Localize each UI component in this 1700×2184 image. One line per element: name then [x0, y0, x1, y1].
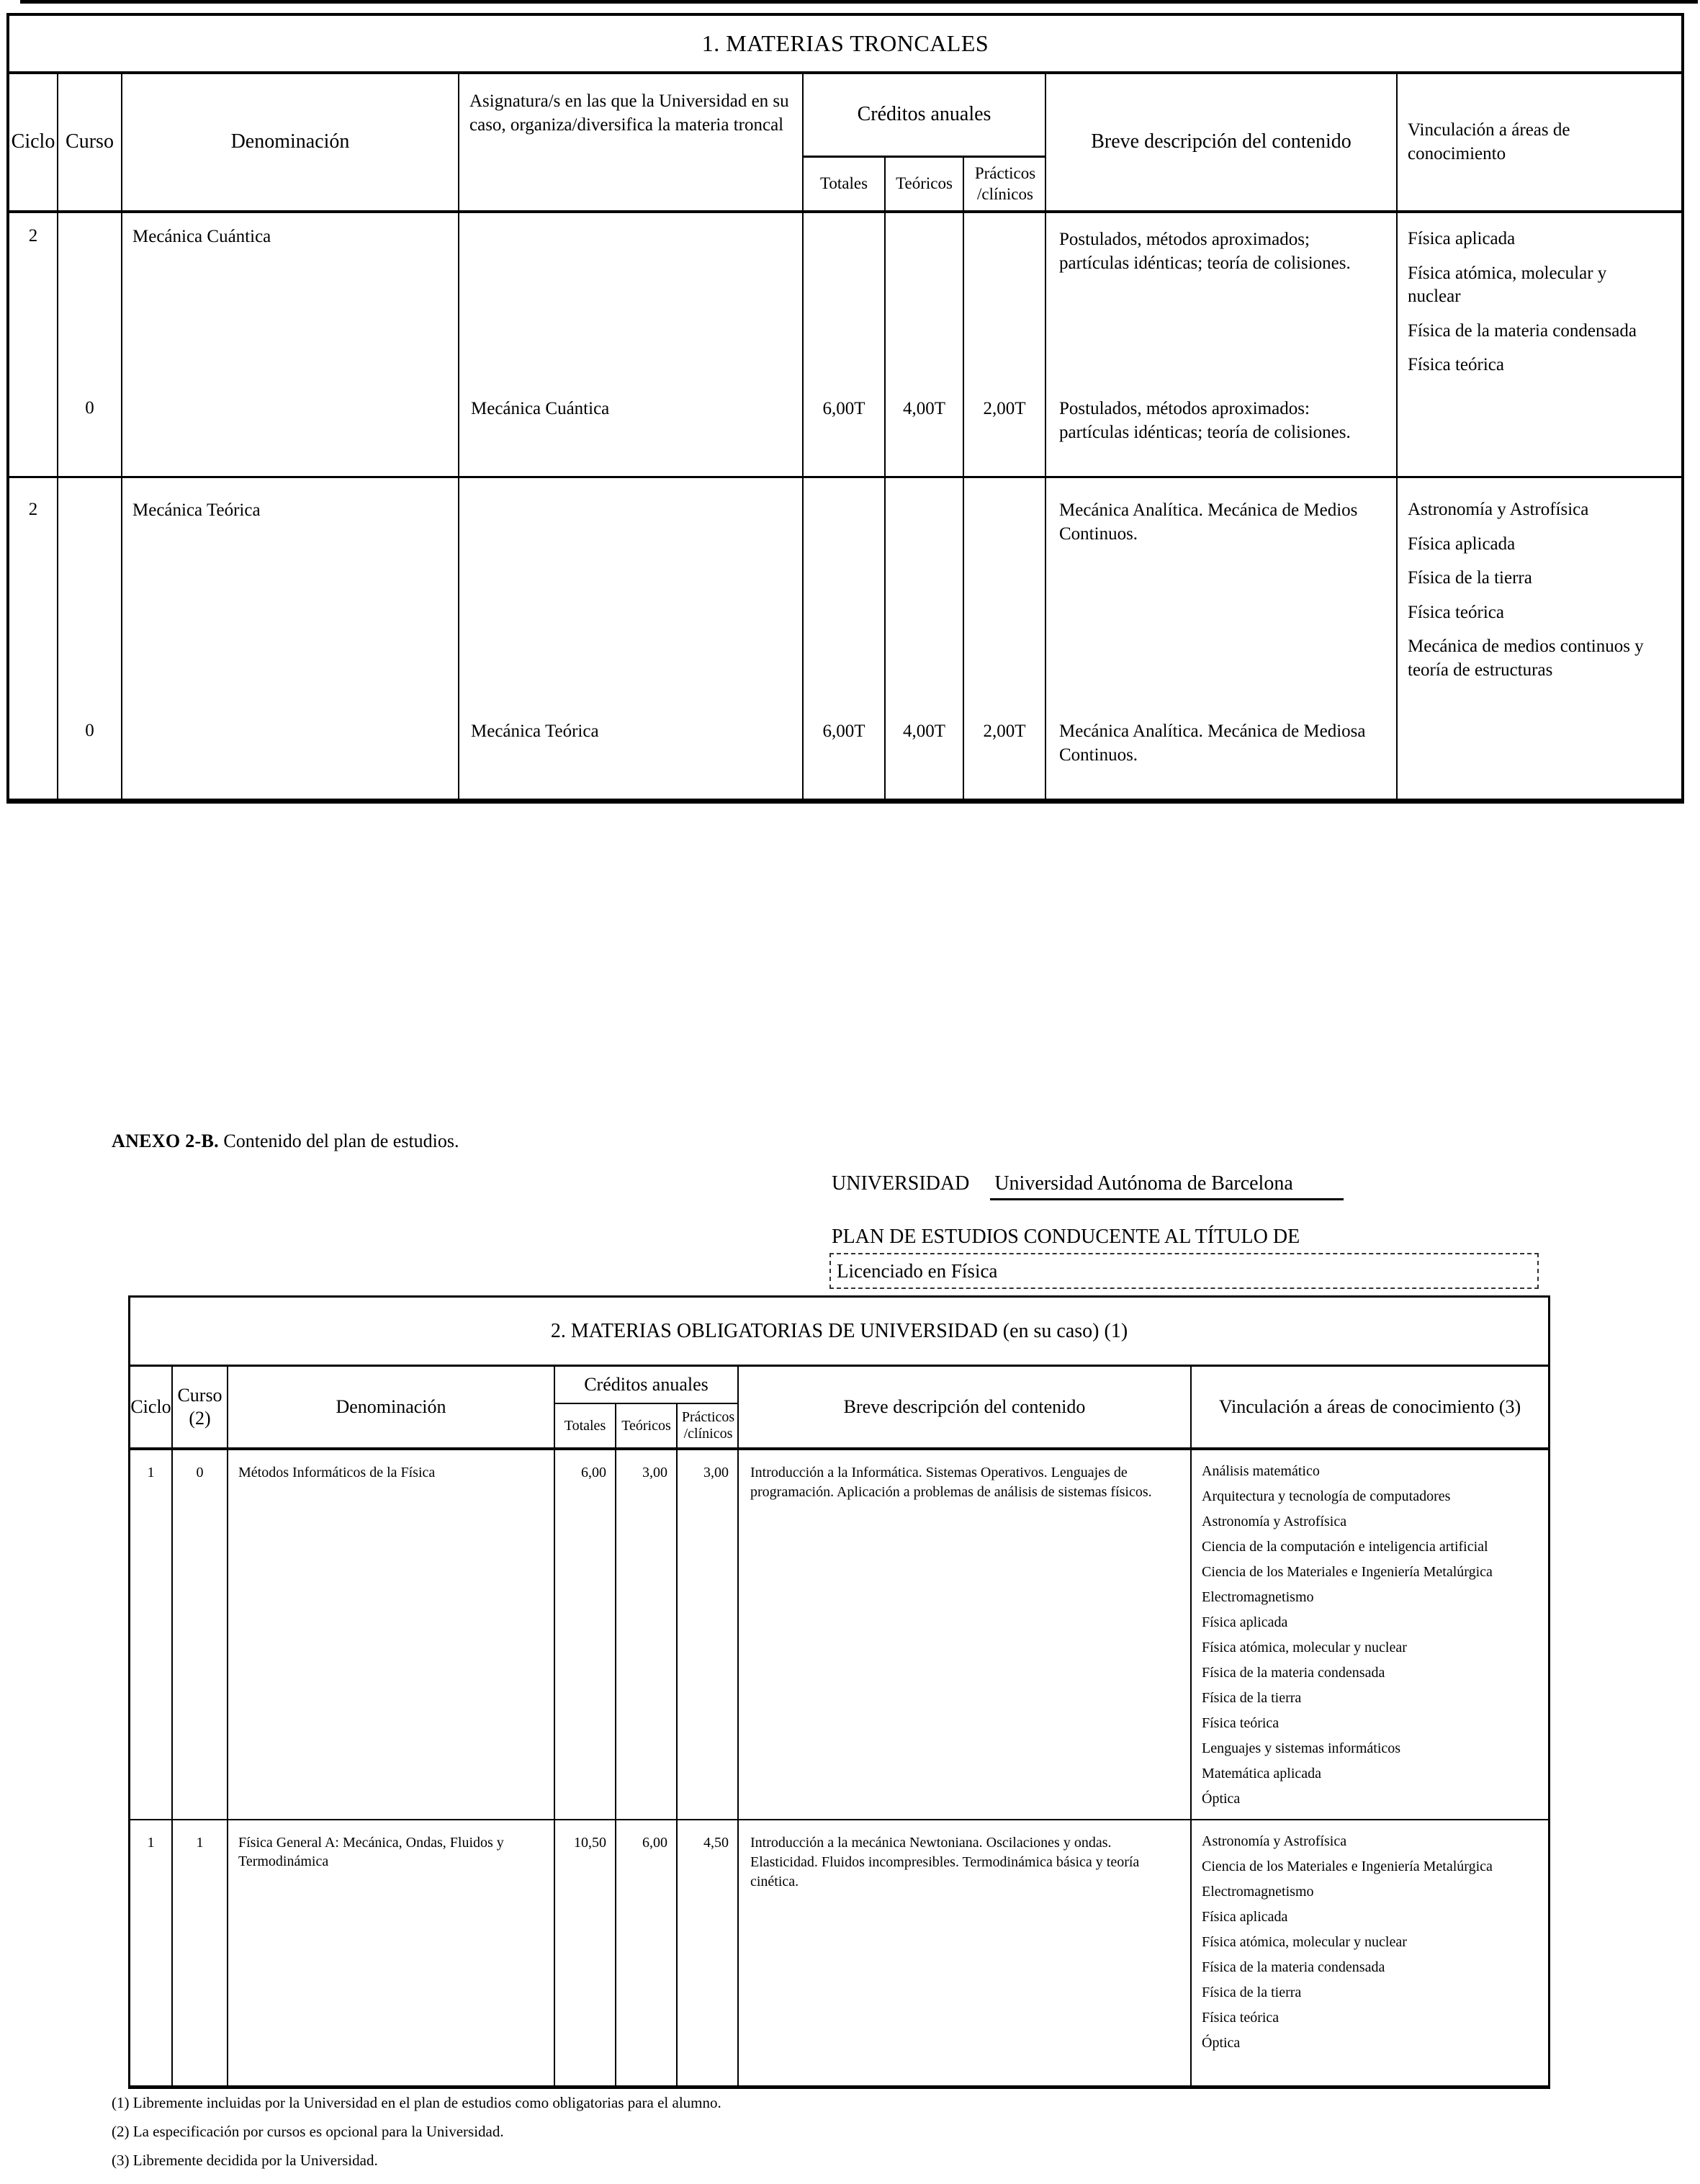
teoricos-value: 4,00T [902, 722, 946, 741]
table1-header-totales: Totales [804, 158, 886, 210]
area-item: Ciencia de los Materiales e Ingeniería Metalúrgica [1202, 1859, 1493, 1874]
table2-header-descripcion: Breve descripción del contenido [739, 1367, 1192, 1447]
cell-descripcion: Introducción a la Informática. Sistemas Operativos. Lenguajes de programación. Aplicación a problemas de análisis de sistemas físicos. [739, 1450, 1192, 1819]
cell-practicos [964, 478, 1046, 799]
table1-header-creditos: Créditos anuales [804, 74, 1045, 158]
denominacion-value: Mecánica Cuántica [132, 227, 271, 246]
table1-header-vinculacion: Vinculación a áreas de conocimiento [1408, 120, 1570, 163]
practicos-value: 2,00T [983, 722, 1026, 741]
table2-header-curso: Curso (2) [173, 1367, 228, 1447]
teoricos-value: 4,00T [902, 399, 946, 418]
curso-value: 0 [85, 721, 94, 740]
cell-denominacion [122, 213, 459, 476]
ciclo-value: 2 [28, 226, 38, 246]
table2-header-vinculacion: Vinculación a áreas de conocimiento (3) [1218, 1396, 1521, 1417]
cell-ciclo: 1 [130, 1820, 173, 2085]
descripcion-materia: Mecánica Analítica. Mecánica de Medios Continuos. [1059, 500, 1358, 544]
cell-totales: 10,50 [555, 1820, 616, 2085]
descripcion-materia: Postulados, métodos aproximados; partículas idénticas; teoría de colisiones. [1059, 230, 1351, 273]
asignatura-value: Mecánica Teórica [471, 722, 599, 741]
table1-header-row [9, 74, 1681, 213]
universidad-label: UNIVERSIDAD [832, 1172, 970, 1195]
area-item: Electromagnetismo [1202, 1589, 1314, 1605]
anexo-text: Contenido del plan de estudios. [223, 1131, 459, 1151]
footnotes [112, 2094, 721, 2180]
cell-vinculacion [1398, 478, 1673, 799]
descripcion-asignatura: Mecánica Analítica. Mecánica de Mediosa Continuos. [1059, 722, 1366, 765]
area-item: Astronomía y Astrofísica [1202, 1833, 1347, 1849]
table1-header-asignatura: Asignatura/s en las que la Universidad en su caso, organiza/diversifica la materia troncal [459, 74, 804, 210]
cell-ciclo [9, 478, 58, 799]
titulo-value: Licenciado en Física [837, 1259, 998, 1282]
table2-header-row [130, 1367, 1548, 1450]
cell-vinculacion [1192, 1450, 1548, 1819]
table1-header-descripcion: Breve descripción del contenido [1046, 74, 1398, 210]
cell-curso: 0 [173, 1450, 228, 1819]
cell-descripcion: Introducción a la mecánica Newtoniana. Oscilaciones y ondas. Elasticidad. Fluidos incompresibles. Termodinámica básica y teoría cinética. [739, 1820, 1192, 2085]
descripcion-asignatura: Postulados, métodos aproximados: partículas idénticas; teoría de colisiones. [1059, 399, 1351, 442]
cell-totales [804, 478, 886, 799]
table1-header-creditos-group [804, 74, 1046, 210]
cell-totales [804, 213, 886, 476]
area-item: Física teórica [1408, 355, 1504, 374]
table1-title: 1. MATERIAS TRONCALES [9, 16, 1681, 74]
cell-ciclo [9, 213, 58, 476]
area-item: Física de la tierra [1408, 568, 1532, 588]
cell-asignatura [459, 478, 804, 799]
area-item: Física atómica, molecular y nuclear [1202, 1640, 1407, 1655]
footnote-1: (1) Libremente incluidas por la Universidad en el plan de estudios como obligatorias para el alumno. [112, 2094, 721, 2111]
area-item: Ciencia de los Materiales e Ingeniería Metalúrgica [1202, 1564, 1493, 1580]
cell-ciclo: 1 [130, 1450, 173, 1819]
area-item: Astronomía y Astrofísica [1202, 1514, 1347, 1529]
cell-teoricos: 6,00 [616, 1820, 678, 2085]
area-item: Física de la materia condensada [1202, 1959, 1385, 1975]
table1-header-curso: Curso [58, 74, 122, 210]
anexo-heading [112, 1131, 459, 1152]
table1-header-denominacion: Denominación [122, 74, 459, 210]
materias-troncales-table [6, 13, 1684, 804]
cell-denominacion: Métodos Informáticos de la Física [228, 1450, 555, 1819]
anexo-label: ANEXO 2-B. [112, 1131, 219, 1151]
table2-header-ciclo: Ciclo [130, 1367, 173, 1447]
footnote-2: (2) La especificación por cursos es opcional para la Universidad. [112, 2123, 504, 2140]
cell-descripcion [1046, 213, 1398, 476]
cell-practicos [964, 213, 1046, 476]
area-item: Óptica [1202, 2035, 1241, 2051]
cell-curso [58, 213, 122, 476]
cell-denominacion: Física General A: Mecánica, Ondas, Fluidos y Termodinámica [228, 1820, 555, 2085]
table2-header-teoricos: Teóricos [616, 1404, 678, 1447]
cell-curso [58, 478, 122, 799]
area-item: Ciencia de la computación e inteligencia artificial [1202, 1539, 1488, 1555]
area-item: Lenguajes y sistemas informáticos [1202, 1740, 1401, 1756]
area-item: Física aplicada [1202, 1909, 1288, 1925]
table2-header-denominacion: Denominación [228, 1367, 555, 1447]
cell-practicos: 3,00 [678, 1450, 739, 1819]
table2-header-totales: Totales [555, 1404, 616, 1447]
cell-curso: 1 [173, 1820, 228, 2085]
area-item: Física de la materia condensada [1408, 320, 1637, 341]
denominacion-value: Mecánica Teórica [132, 500, 261, 520]
footnote-3: (3) Libremente decidida por la Universidad. [112, 2152, 378, 2169]
cell-asignatura [459, 213, 804, 476]
universidad-value: Universidad Autónoma de Barcelona [990, 1172, 1343, 1200]
area-item: Física de la materia condensada [1202, 1665, 1385, 1681]
table1-header-creditos-sub [804, 158, 1045, 210]
page-top-rule [20, 0, 1698, 4]
area-item: Mecánica de medios continuos y teoría de estructuras [1408, 637, 1644, 680]
totales-value: 6,00T [822, 722, 865, 741]
plan-estudios-label: PLAN DE ESTUDIOS CONDUCENTE AL TÍTULO DE [832, 1226, 1300, 1248]
cell-teoricos [886, 478, 964, 799]
table1-header-teoricos: Teóricos [886, 158, 964, 210]
table1-header-practicos: Prácticos /clínicos [974, 163, 1036, 203]
titulo-field [829, 1253, 1539, 1289]
area-item: Óptica [1202, 1791, 1241, 1807]
cell-vinculacion [1398, 213, 1673, 476]
table2-row-fisica-general-a [130, 1820, 1548, 2085]
area-item: Electromagnetismo [1202, 1884, 1314, 1900]
cell-teoricos [886, 213, 964, 476]
table1-row-mecanica-teorica [9, 478, 1681, 799]
cell-practicos: 4,50 [678, 1820, 739, 2085]
table2-header-creditos: Créditos anuales [555, 1367, 737, 1404]
area-item: Física aplicada [1408, 229, 1516, 248]
area-item: Análisis matemático [1202, 1463, 1320, 1479]
totales-value: 6,00T [822, 399, 865, 418]
area-item: Matemática aplicada [1202, 1766, 1322, 1781]
table2-title: 2. MATERIAS OBLIGATORIAS DE UNIVERSIDAD (en su caso) (1) [130, 1298, 1548, 1367]
table2-header-practicos: Prácticos /clínicos [681, 1409, 735, 1442]
cell-totales: 6,00 [555, 1450, 616, 1819]
cell-teoricos: 3,00 [616, 1450, 678, 1819]
table2-header-creditos-group [555, 1367, 739, 1447]
materias-obligatorias-table [128, 1295, 1550, 2089]
cell-denominacion [122, 478, 459, 799]
table2-header-creditos-sub [555, 1404, 737, 1447]
area-item: Física de la tierra [1202, 1985, 1302, 2000]
ciclo-value: 2 [28, 500, 38, 519]
cell-vinculacion [1192, 1820, 1548, 2085]
area-item: Arquitectura y tecnología de computadores [1202, 1488, 1451, 1504]
area-item: Astronomía y Astrofísica [1408, 500, 1589, 519]
area-item: Física aplicada [1408, 534, 1516, 554]
area-item: Física teórica [1202, 2010, 1280, 2026]
area-item: Física atómica, molecular y nuclear [1408, 263, 1607, 306]
asignatura-value: Mecánica Cuántica [471, 399, 610, 418]
area-item: Física teórica [1408, 602, 1504, 622]
table1-row-mecanica-cuantica [9, 213, 1681, 478]
cell-descripcion [1046, 478, 1398, 799]
table1-header-ciclo: Ciclo [9, 74, 58, 210]
curso-value: 0 [85, 398, 94, 418]
area-item: Física aplicada [1202, 1614, 1288, 1630]
area-item: Física teórica [1202, 1715, 1280, 1731]
table2-row-metodos-informaticos [130, 1450, 1548, 1820]
area-item: Física de la tierra [1202, 1690, 1302, 1706]
practicos-value: 2,00T [983, 399, 1026, 418]
area-item: Física atómica, molecular y nuclear [1202, 1934, 1407, 1950]
universidad-line [832, 1172, 1344, 1200]
